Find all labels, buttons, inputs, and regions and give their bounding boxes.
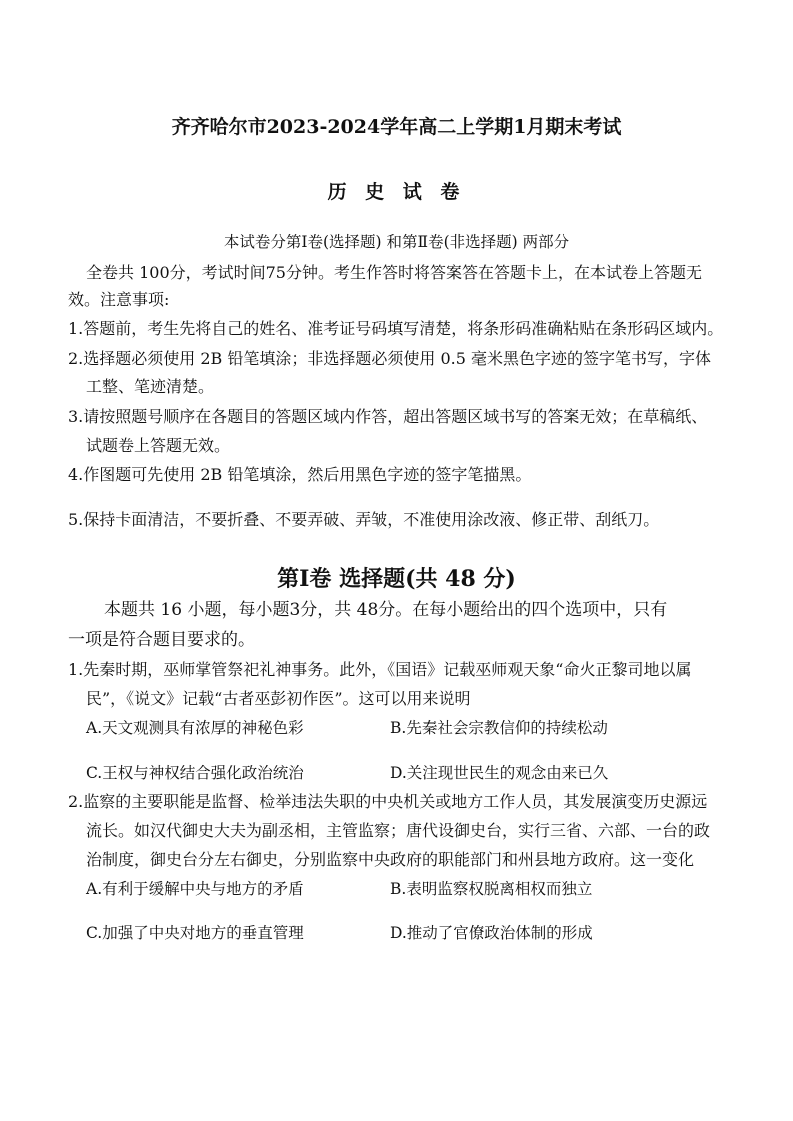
question-2-option-a: A.有利于缓解中央与地方的矛盾 — [86, 880, 304, 898]
question-2-stem: 2.监察的主要职能是监督、检举违法失职的中央机关或地方工作人员，其发展演变历史源远 — [68, 792, 708, 811]
question-1-stem-cont: 民”，《说文》记载“古者巫彭初作医”。这可以用来说明 — [86, 689, 471, 708]
intro-line-2: 效。注意事项: — [68, 290, 170, 309]
question-2-option-d: D.推动了官僚政治体制的形成 — [390, 924, 593, 942]
question-1-option-b: B.先秦社会宗教信仰的持续松动 — [390, 719, 608, 737]
intro-line-1: 全卷共 100分，考试时间75分钟。考生作答时将答案答在答题卡上，在本试卷上答题无 — [86, 263, 702, 282]
subject-title: 历 史 试 卷 — [327, 181, 466, 203]
question-2-option-c: C.加强了中央对地方的垂直管理 — [86, 924, 304, 942]
note-4: 4.作图题可先使用 2B 铅笔填涂，然后用黑色字迹的签字笔描黑。 — [68, 465, 532, 484]
question-1-option-c: C.王权与神权结合强化政治统治 — [86, 764, 304, 782]
question-2-stem-cont-1: 流长。如汉代御史大夫为副丞相，主管监察；唐代设御史台，实行三省、六部、一台的政 — [86, 821, 711, 840]
note-2-cont: 工整、笔迹清楚。 — [86, 377, 215, 396]
section-instruction-1: 本题共 16 小题，每小题3分，共 48分。在每小题给出的四个选项中，只有 — [104, 600, 668, 620]
note-3: 3.请按照题号顺序在各题目的答题区域内作答，超出答题区域书写的答案无效；在草稿纸、 — [68, 407, 708, 426]
note-5: 5.保持卡面清洁，不要折叠、不要弄破、弄皱，不准使用涂改液、修正带、刮纸刀。 — [68, 510, 660, 529]
note-3-cont: 试题卷上答题无效。 — [86, 436, 231, 455]
question-1-stem: 1.先秦时期，巫师掌管祭祀礼神事务。此外，《国语》记载巫师观天象“命火正黎司地以属 — [68, 660, 692, 679]
question-2-option-b: B.表明监察权脱离相权而独立 — [390, 880, 593, 898]
question-2-stem-cont-2: 治制度，御史台分左右御史，分别监察中央政府的职能部门和州县地方政府。这一变化 — [86, 850, 695, 869]
exam-title: 齐齐哈尔市2023-2024学年高二上学期1月期末考试 — [171, 116, 622, 138]
note-1: 1.答题前，考生先将自己的姓名、准考证号码填写清楚，将条形码准确粘贴在条形码区域内。 — [68, 319, 724, 338]
paper-structure: 本试卷分第Ⅰ卷(选择题) 和第Ⅱ卷(非选择题) 两部分 — [223, 233, 570, 251]
note-2: 2.选择题必须使用 2B 铅笔填涂；非选择题必须使用 0.5 毫米黑色字迹的签字笔书写，字体 — [68, 349, 711, 368]
section-instruction-2: 一项是符合题目要求的。 — [68, 630, 255, 650]
section-title: 第Ⅰ卷 选择题(共 48 分) — [277, 566, 516, 592]
question-1-option-a: A.天文观测具有浓厚的神秘色彩 — [86, 719, 304, 737]
question-1-option-d: D.关注现世民生的观念由来已久 — [390, 764, 609, 782]
